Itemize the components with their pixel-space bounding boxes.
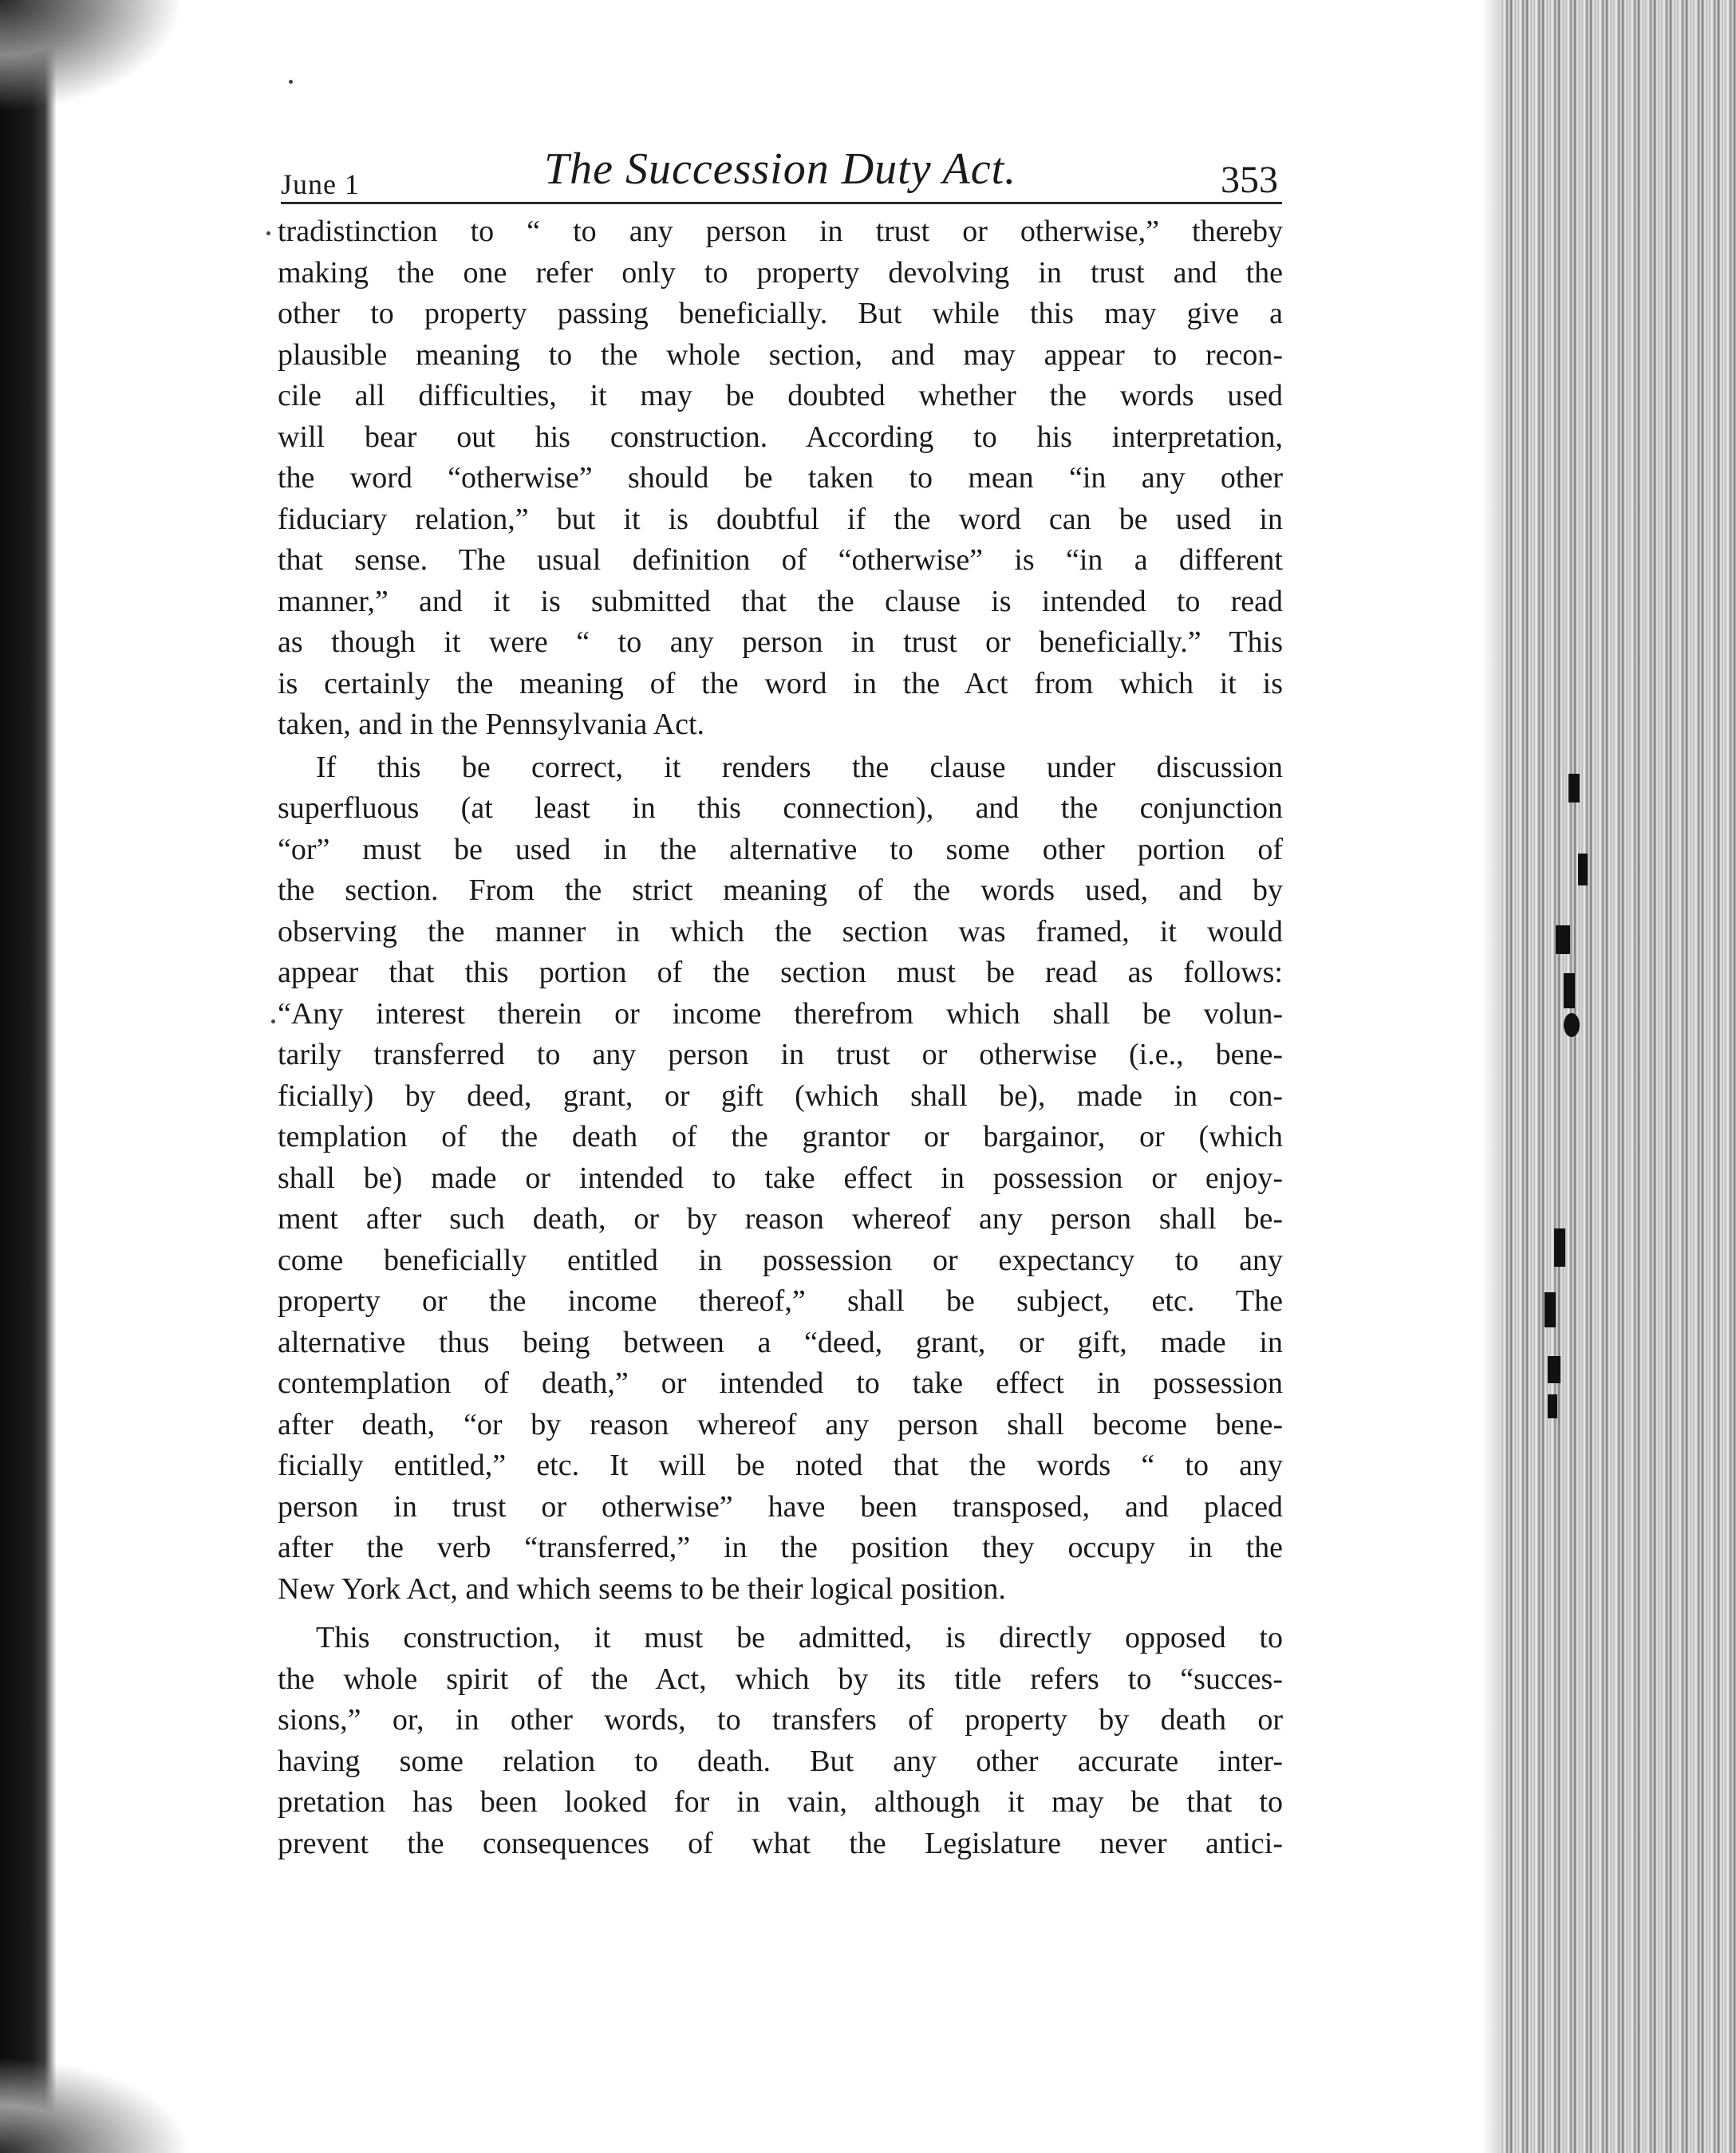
text-line: prevent the consequences of what the Legislature never antici- [278, 1826, 1283, 1860]
body-text [278, 211, 1283, 1864]
page-edge-stack [1500, 0, 1736, 2153]
text-line: ficially) by deed, grant, or gift (which shall be), made in con- [278, 1078, 1283, 1113]
edge-mark [1564, 973, 1575, 1008]
text-line: alternative thus being between a “deed, grant, or gift, made in [278, 1325, 1283, 1359]
text-line: is certainly the meaning of the word in the Act from which it is [278, 666, 1283, 700]
speck [271, 1019, 275, 1023]
text-line: superfluous (at least in this connection), and the conjunction [278, 791, 1283, 825]
text-line: property or the income thereof,” shall be subject, etc. The [278, 1284, 1283, 1318]
paragraph-2 [278, 747, 1283, 1611]
page-edge-shadow [1482, 0, 1500, 2153]
text-line: the whole spirit of the Act, which by its title refers to “succes- [278, 1662, 1283, 1696]
text-line: observing the manner in which the section was framed, it would [278, 914, 1283, 948]
text-line: person in trust or otherwise” have been transposed, and placed [278, 1489, 1283, 1524]
text-line: that sense. The usual definition of “otherwise” is “in a different [278, 543, 1283, 577]
text-line: If this be correct, it renders the clause under discussion [316, 750, 1283, 784]
text-line: the section. From the strict meaning of the words used, and by [278, 873, 1283, 907]
paragraph-1 [278, 211, 1283, 746]
paragraph-3 [278, 1618, 1283, 1864]
text-line: come beneficially entitled in possession or expectancy to any [278, 1243, 1283, 1277]
text-line: appear that this portion of the section must be read as follows: [278, 956, 1283, 989]
edge-mark [1545, 1292, 1556, 1327]
running-head [281, 144, 1282, 206]
speck [266, 231, 270, 235]
text-line: fiduciary relation,” but it is doubtful if the word can be used in [278, 502, 1283, 536]
text-line: ment after such death, or by reason whereof any person shall be- [278, 1202, 1283, 1236]
text-line: contemplation of death,” or intended to take effect in possession [278, 1366, 1283, 1400]
edge-mark [1556, 925, 1570, 954]
edge-mark [1548, 1394, 1557, 1418]
text-line: This construction, it must be admitted, is directly opposed to [316, 1621, 1283, 1654]
edge-mark [1564, 1013, 1580, 1037]
text-line: after death, “or by reason whereof any person shall become bene- [278, 1407, 1283, 1441]
text-line: other to property passing beneficially. But while this may give a [278, 297, 1283, 330]
scan-shadow-top-left [0, 0, 183, 112]
text-line: the word “otherwise” should be taken to mean “in any other [278, 461, 1283, 495]
text-line: manner,” and it is submitted that the clause is intended to read [278, 584, 1283, 618]
text-line: templation of the death of the grantor or bargainor, or (which [278, 1120, 1283, 1153]
scan-shadow-left [0, 0, 56, 2153]
edge-mark [1554, 1228, 1565, 1267]
text-line: taken, and in the Pennsylvania Act. [278, 708, 705, 741]
text-line: tarily transferred to any person in trust or otherwise (i.e., bene- [278, 1038, 1283, 1071]
text-line: after the verb “transferred,” in the position they occupy in the [278, 1531, 1283, 1564]
text-line: plausible meaning to the whole section, and may appear to recon- [278, 337, 1283, 372]
text-line: making the one refer only to property devolving in trust and the [278, 255, 1283, 290]
text-line: as though it were “ to any person in trust or beneficially.” This [278, 625, 1283, 659]
text-line: will bear out his construction. According to his interpretation, [278, 420, 1283, 454]
text-line: having some relation to death. But any other accurate inter- [278, 1744, 1283, 1778]
edge-mark [1568, 774, 1580, 802]
text-line: pretation has been looked for in vain, although it may be that to [278, 1785, 1283, 1819]
page-number: 353 [1221, 159, 1278, 201]
text-line: “or” must be used in the alternative to some other portion of [278, 832, 1283, 866]
text-line: sions,” or, in other words, to transfers of property by death or [278, 1703, 1283, 1737]
edge-mark [1548, 1356, 1560, 1383]
speck [289, 80, 293, 84]
text-line: tradistinction to “ to any person in trust or otherwise,” thereby [278, 215, 1283, 248]
header-title: The Succession Duty Act. [544, 144, 1017, 194]
header-rule [281, 202, 1282, 204]
text-line: shall be) made or intended to take effect in possession or enjoy- [278, 1161, 1283, 1195]
text-line: New York Act, and which seems to be their logical position. [278, 1571, 1006, 1606]
text-line: “Any interest therein or income therefrom which shall be volun- [278, 996, 1283, 1031]
text-line: ficially entitled,” etc. It will be noted that the words “ to any [278, 1449, 1283, 1482]
header-date: June 1 [281, 168, 360, 200]
edge-mark [1578, 854, 1588, 885]
scan-shadow-bottom-left [0, 2057, 191, 2153]
text-line: cile all difficulties, it may be doubted whether the words used [278, 379, 1283, 412]
